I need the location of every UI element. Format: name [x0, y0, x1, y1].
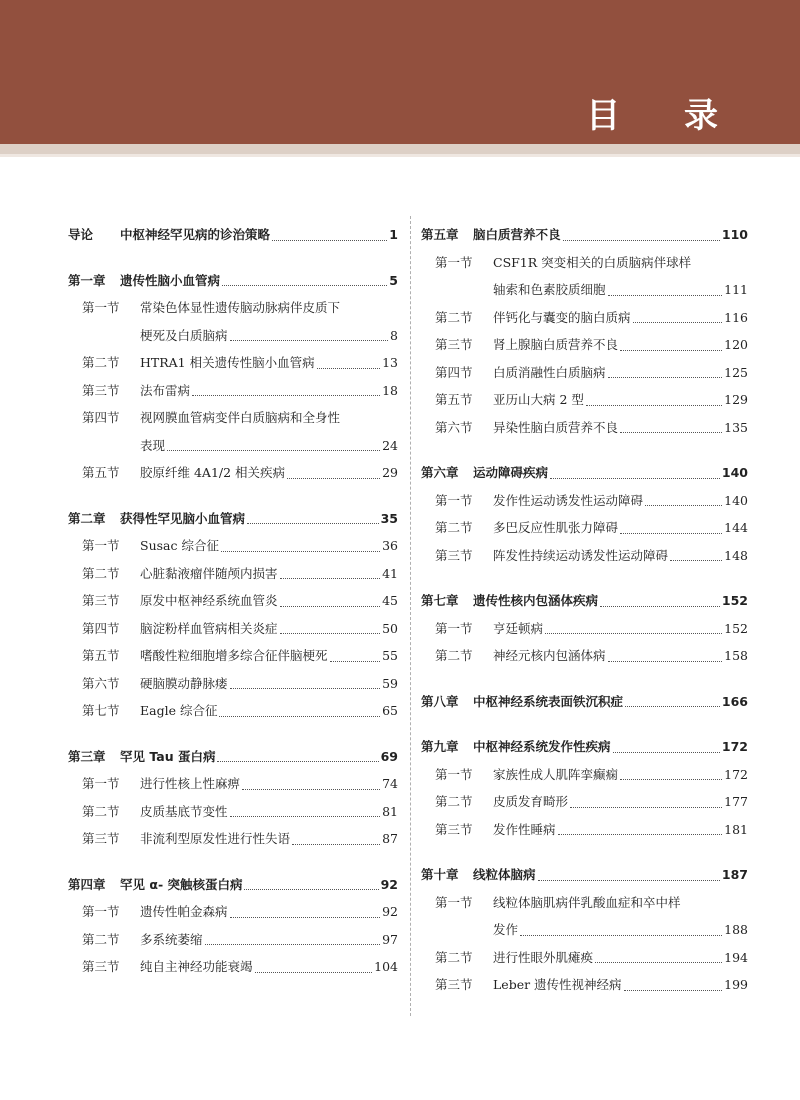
dot-leader	[244, 889, 378, 890]
section-title: 脑淀粉样血管病相关炎症	[140, 620, 278, 636]
chapter-title: 遗传性脑小血管病	[120, 272, 221, 288]
section-title: 多巴反应性肌张力障碍	[493, 520, 619, 535]
dot-leader	[586, 405, 722, 406]
section-label: 第七节	[82, 703, 120, 718]
chapter-entry[interactable]	[421, 587, 748, 615]
section-line	[68, 926, 398, 954]
dot-leader	[620, 779, 722, 780]
section-page-number: 74	[382, 776, 398, 791]
section-title: 遗传性帕金森病	[140, 904, 228, 919]
section-line	[421, 788, 748, 816]
section-label: 第四节	[435, 364, 473, 380]
chapter-entry[interactable]	[68, 871, 398, 899]
section-line	[68, 322, 398, 350]
dot-leader	[670, 560, 722, 561]
dot-leader	[242, 789, 380, 790]
dot-leader	[280, 606, 381, 607]
section-label: 第三节	[435, 821, 473, 837]
chapter-label: 第七章	[421, 593, 459, 608]
section-label: 第二节	[435, 648, 473, 663]
section-line	[68, 953, 398, 981]
section-page-number: 8	[390, 327, 398, 343]
section-entry[interactable]	[68, 670, 398, 698]
section-line	[421, 816, 748, 844]
section-title: 皮质基底节变性	[140, 803, 228, 819]
section-page-number: 199	[724, 977, 748, 992]
section-entry[interactable]	[421, 889, 748, 944]
dot-leader	[608, 295, 723, 296]
section-label: 第三节	[435, 547, 473, 563]
chapter-title: 罕见 Tau 蛋白病	[120, 748, 216, 764]
dot-leader	[613, 752, 720, 753]
chapter-label: 第一章	[68, 272, 106, 288]
section-page-number: 18	[382, 382, 398, 398]
chapter-entry[interactable]	[68, 267, 398, 295]
dot-leader	[625, 706, 720, 707]
dot-leader	[620, 533, 722, 534]
section-line	[421, 304, 748, 332]
section-page-number: 135	[724, 419, 748, 435]
section-title: 亨廷顿病	[493, 620, 544, 636]
section-page-number: 120	[724, 337, 748, 352]
section-entry[interactable]	[68, 642, 398, 670]
section-title: 皮质发育畸形	[493, 794, 569, 809]
section-line	[421, 971, 748, 999]
section-entry[interactable]	[68, 294, 398, 349]
section-label: 第二节	[435, 520, 473, 535]
dot-leader	[545, 633, 722, 634]
chapter-entry[interactable]	[421, 459, 748, 487]
section-title: CSF1R 突变相关的白质脑病伴球样	[493, 254, 692, 270]
chapter-entry[interactable]	[421, 733, 748, 761]
section-entry[interactable]	[421, 386, 748, 414]
section-label: 第一节	[435, 620, 473, 636]
section-entry[interactable]	[68, 898, 398, 926]
section-label: 第一节	[435, 766, 473, 782]
section-line	[421, 514, 748, 542]
section-label: 第五节	[82, 648, 120, 663]
section-title: Leber 遗传性视神经病	[493, 977, 622, 992]
section-label: 第二节	[82, 355, 120, 370]
section-entry[interactable]	[68, 587, 398, 615]
dot-leader	[595, 962, 722, 963]
dot-leader	[620, 432, 722, 433]
section-title: 心脏黏液瘤伴随颅内损害	[140, 565, 278, 581]
section-entry[interactable]	[68, 377, 398, 405]
section-title: 嗜酸性粒细胞增多综合征伴脑梗死	[140, 648, 328, 663]
chapter-page-number: 92	[380, 876, 398, 892]
header-band	[0, 0, 800, 144]
section-page-number: 152	[724, 620, 748, 636]
section-title: 视网膜血管病变伴白质脑病和全身性	[140, 410, 341, 425]
section-entry[interactable]	[421, 487, 748, 515]
header-stripe-light	[0, 154, 800, 157]
section-title: 异染性脑白质营养不良	[493, 419, 619, 435]
section-title: 线粒体脑肌病伴乳酸血症和卒中样	[493, 894, 681, 910]
toc-chapter	[421, 861, 748, 999]
section-page-number: 29	[382, 465, 398, 480]
dot-leader	[221, 551, 380, 552]
section-entry[interactable]	[421, 359, 748, 387]
section-line	[68, 825, 398, 853]
chapter-label: 第四章	[68, 876, 106, 892]
section-label: 第一节	[435, 254, 473, 270]
chapter-title: 中枢神经系统表面铁沉积症	[473, 693, 624, 709]
chapter-title: 中枢神经罕见病的诊治策略	[120, 227, 271, 242]
dot-leader	[247, 523, 379, 524]
section-line	[421, 249, 748, 277]
section-title: 非流利型原发性进行性失语	[140, 831, 291, 846]
section-entry[interactable]	[68, 459, 398, 487]
section-line	[68, 377, 398, 405]
section-line	[68, 560, 398, 588]
chapter-label: 第九章	[421, 739, 459, 754]
page-title: 目 录	[586, 96, 744, 136]
section-line	[421, 889, 748, 917]
dot-leader	[272, 240, 387, 241]
chapter-page-number: 5	[389, 272, 398, 288]
section-label: 第三节	[82, 831, 120, 846]
section-entry[interactable]	[421, 816, 748, 844]
section-line	[68, 670, 398, 698]
section-line	[68, 642, 398, 670]
section-line	[68, 349, 398, 377]
toc-chapter	[68, 267, 398, 487]
section-entry[interactable]	[421, 514, 748, 542]
chapter-title: 获得性罕见脑小血管病	[120, 510, 246, 526]
section-title: 常染色体显性遗传脑动脉病伴皮质下	[140, 300, 341, 315]
section-entry[interactable]	[68, 404, 398, 459]
section-page-number: 65	[382, 703, 398, 718]
section-label: 第五节	[82, 465, 120, 480]
section-title: Eagle 综合征	[140, 703, 218, 718]
section-line	[68, 898, 398, 926]
toc-right-column	[421, 221, 748, 1017]
section-label: 第二节	[82, 803, 120, 819]
section-label: 第四节	[82, 410, 120, 425]
section-title: 神经元核内包涵体病	[493, 648, 606, 663]
section-title: 发作性睡病	[493, 821, 556, 837]
section-label: 第一节	[82, 904, 120, 919]
section-line	[68, 404, 398, 432]
section-label: 第五节	[435, 392, 473, 407]
dot-leader	[287, 478, 380, 479]
section-label: 第二节	[435, 309, 473, 325]
dot-leader	[600, 606, 720, 607]
dot-leader	[219, 716, 380, 717]
section-label: 第一节	[435, 894, 473, 910]
section-entry[interactable]	[68, 560, 398, 588]
section-line	[421, 761, 748, 789]
chapter-title: 脑白质营养不良	[473, 227, 561, 242]
chapter-entry[interactable]	[421, 688, 748, 716]
section-page-number: 87	[382, 831, 398, 846]
header-stripe	[0, 144, 800, 154]
chapter-label: 第十章	[421, 867, 459, 882]
section-page-number: 45	[382, 593, 398, 608]
section-title: 原发中枢神经系统血管炎	[140, 593, 278, 608]
section-line	[68, 532, 398, 560]
section-label: 第二节	[82, 565, 120, 581]
section-line	[68, 615, 398, 643]
chapter-page-number: 187	[721, 867, 748, 882]
dot-leader	[192, 395, 380, 396]
section-label: 第三节	[82, 959, 120, 974]
section-title: 发作性运动诱发性运动障碍	[493, 492, 644, 508]
section-line	[421, 331, 748, 359]
chapter-label: 导论	[68, 227, 94, 242]
chapter-entry[interactable]	[68, 505, 398, 533]
chapter-title: 中枢神经系统发作性疾病	[473, 739, 611, 754]
section-label: 第四节	[82, 620, 120, 636]
section-entry[interactable]	[421, 642, 748, 670]
section-page-number: 41	[382, 565, 398, 581]
section-line	[68, 459, 398, 487]
section-entry[interactable]	[68, 953, 398, 981]
section-page-number: 116	[724, 309, 748, 325]
section-label: 第三节	[435, 337, 473, 352]
dot-leader	[620, 350, 722, 351]
section-page-number: 177	[724, 794, 748, 809]
section-page-number: 111	[724, 282, 748, 297]
chapter-page-number: 152	[721, 593, 748, 608]
section-title: 多系统萎缩	[140, 931, 203, 947]
section-line	[421, 414, 748, 442]
dot-leader	[222, 285, 387, 286]
chapter-entry[interactable]	[421, 221, 748, 249]
toc-chapter	[68, 505, 398, 725]
section-label: 第二节	[435, 949, 473, 965]
section-entry[interactable]	[421, 414, 748, 442]
section-entry[interactable]	[421, 944, 748, 972]
section-title: 进行性核上性麻痹	[140, 776, 241, 791]
dot-leader	[230, 688, 381, 689]
section-page-number: 92	[382, 904, 398, 919]
section-label: 第一节	[82, 300, 120, 315]
dot-leader	[645, 505, 722, 506]
chapter-entry[interactable]	[68, 221, 398, 249]
dot-leader	[205, 944, 381, 945]
section-title: 阵发性持续运动诱发性运动障碍	[493, 547, 669, 563]
toc-chapter	[421, 221, 748, 441]
dot-leader	[563, 240, 720, 241]
chapter-entry[interactable]	[68, 743, 398, 771]
dot-leader	[538, 880, 720, 881]
dot-leader	[255, 972, 373, 973]
chapter-page-number: 172	[721, 739, 748, 754]
section-page-number: 55	[382, 648, 398, 663]
chapter-title: 运动障碍疾病	[473, 465, 549, 480]
section-title: 发作	[493, 922, 519, 937]
section-page-number: 104	[374, 959, 398, 974]
section-page-number: 81	[382, 803, 398, 819]
section-entry[interactable]	[68, 926, 398, 954]
dot-leader	[280, 578, 381, 579]
dot-leader	[230, 816, 381, 817]
section-entry[interactable]	[68, 770, 398, 798]
section-line	[421, 542, 748, 570]
section-title: 肾上腺脑白质营养不良	[493, 337, 619, 352]
section-entry[interactable]	[68, 532, 398, 560]
section-title: 纯自主神经功能衰竭	[140, 959, 253, 974]
column-divider	[410, 216, 411, 1016]
dot-leader	[633, 322, 723, 323]
section-entry[interactable]	[68, 798, 398, 826]
section-title: 表现	[140, 437, 166, 453]
dot-leader	[230, 917, 381, 918]
section-line	[421, 642, 748, 670]
section-line	[68, 294, 398, 322]
section-line	[68, 432, 398, 460]
section-page-number: 158	[724, 648, 748, 663]
section-line	[68, 587, 398, 615]
chapter-label: 第六章	[421, 465, 459, 480]
dot-leader	[558, 834, 723, 835]
section-entry[interactable]	[421, 761, 748, 789]
chapter-page-number: 1	[389, 227, 398, 242]
section-title: HTRA1 相关遗传性脑小血管病	[140, 355, 315, 370]
section-entry[interactable]	[421, 249, 748, 304]
section-title: 伴钙化与囊变的脑白质病	[493, 309, 631, 325]
dot-leader	[280, 633, 381, 634]
section-entry[interactable]	[68, 697, 398, 725]
section-entry[interactable]	[421, 542, 748, 570]
section-label: 第三节	[82, 593, 120, 608]
section-page-number: 194	[724, 949, 748, 965]
section-line	[68, 798, 398, 826]
section-entry[interactable]	[68, 825, 398, 853]
chapter-page-number: 166	[721, 693, 748, 709]
section-label: 第一节	[82, 538, 120, 553]
dot-leader	[608, 377, 723, 378]
section-label: 第三节	[82, 382, 120, 398]
toc-chapter	[68, 871, 398, 981]
section-page-number: 97	[382, 931, 398, 947]
section-title: 轴索和色素胶质细胞	[493, 282, 606, 297]
dot-leader	[550, 478, 720, 479]
section-page-number: 148	[724, 547, 748, 563]
chapter-label: 第二章	[68, 510, 106, 526]
section-title: 法布雷病	[140, 382, 191, 398]
section-line	[421, 615, 748, 643]
chapter-page-number: 110	[721, 227, 748, 242]
section-label: 第六节	[82, 675, 120, 691]
chapter-label: 第八章	[421, 693, 459, 709]
toc-chapter	[421, 459, 748, 569]
section-label: 第三节	[435, 977, 473, 992]
toc-chapter	[421, 733, 748, 843]
section-title: 进行性眼外肌瘫痪	[493, 949, 594, 965]
section-page-number: 140	[724, 492, 748, 508]
section-entry[interactable]	[421, 331, 748, 359]
section-page-number: 172	[724, 766, 748, 782]
dot-leader	[217, 761, 378, 762]
dot-leader	[624, 990, 723, 991]
chapter-title: 线粒体脑病	[473, 867, 536, 882]
toc-chapter	[421, 587, 748, 670]
section-label: 第二节	[435, 794, 473, 809]
toc-chapter	[68, 221, 398, 249]
section-entry[interactable]	[421, 615, 748, 643]
section-title: 硬脑膜动静脉瘘	[140, 675, 228, 691]
section-title: 白质消融性白质脑病	[493, 364, 606, 380]
section-label: 第六节	[435, 419, 473, 435]
toc-chapter	[68, 743, 398, 853]
section-page-number: 188	[724, 922, 748, 937]
section-title: 亚历山大病 2 型	[493, 392, 584, 407]
dot-leader	[167, 450, 380, 451]
chapter-title: 罕见 α- 突触核蛋白病	[120, 876, 243, 892]
section-page-number: 13	[382, 355, 398, 370]
chapter-page-number: 140	[721, 465, 748, 480]
section-page-number: 24	[382, 437, 398, 453]
section-line	[68, 770, 398, 798]
toc-chapter	[421, 688, 748, 716]
section-entry[interactable]	[421, 788, 748, 816]
dot-leader	[292, 844, 380, 845]
section-entry[interactable]	[421, 971, 748, 999]
section-page-number: 144	[724, 520, 748, 535]
dot-leader	[520, 935, 722, 936]
section-title: 胶原纤维 4A1/2 相关疾病	[140, 465, 286, 480]
dot-leader	[570, 807, 722, 808]
section-line	[68, 697, 398, 725]
chapter-label: 第三章	[68, 748, 106, 764]
dot-leader	[317, 368, 380, 369]
section-line	[421, 386, 748, 414]
dot-leader	[608, 661, 723, 662]
section-title: 梗死及白质脑病	[140, 327, 228, 343]
section-title: 家族性成人肌阵挛癫痫	[493, 766, 619, 782]
section-page-number: 36	[382, 538, 398, 553]
chapter-entry[interactable]	[421, 861, 748, 889]
section-label: 第一节	[82, 776, 120, 791]
section-label: 第一节	[435, 492, 473, 508]
section-line	[421, 487, 748, 515]
section-title: Susac 综合征	[140, 538, 219, 553]
toc-left-column	[68, 221, 398, 999]
section-line	[421, 916, 748, 944]
chapter-page-number: 35	[380, 510, 398, 526]
chapter-title: 遗传性核内包涵体疾病	[473, 593, 599, 608]
section-line	[421, 276, 748, 304]
section-page-number: 181	[724, 821, 748, 837]
section-page-number: 59	[382, 675, 398, 691]
chapter-label: 第五章	[421, 227, 459, 242]
section-page-number: 129	[724, 392, 748, 407]
dot-leader	[230, 340, 389, 341]
dot-leader	[330, 661, 381, 662]
section-page-number: 125	[724, 364, 748, 380]
section-line	[421, 944, 748, 972]
section-entry[interactable]	[421, 304, 748, 332]
section-page-number: 50	[382, 620, 398, 636]
section-entry[interactable]	[68, 349, 398, 377]
section-entry[interactable]	[68, 615, 398, 643]
chapter-page-number: 69	[380, 748, 398, 764]
section-label: 第二节	[82, 931, 120, 947]
section-line	[421, 359, 748, 387]
